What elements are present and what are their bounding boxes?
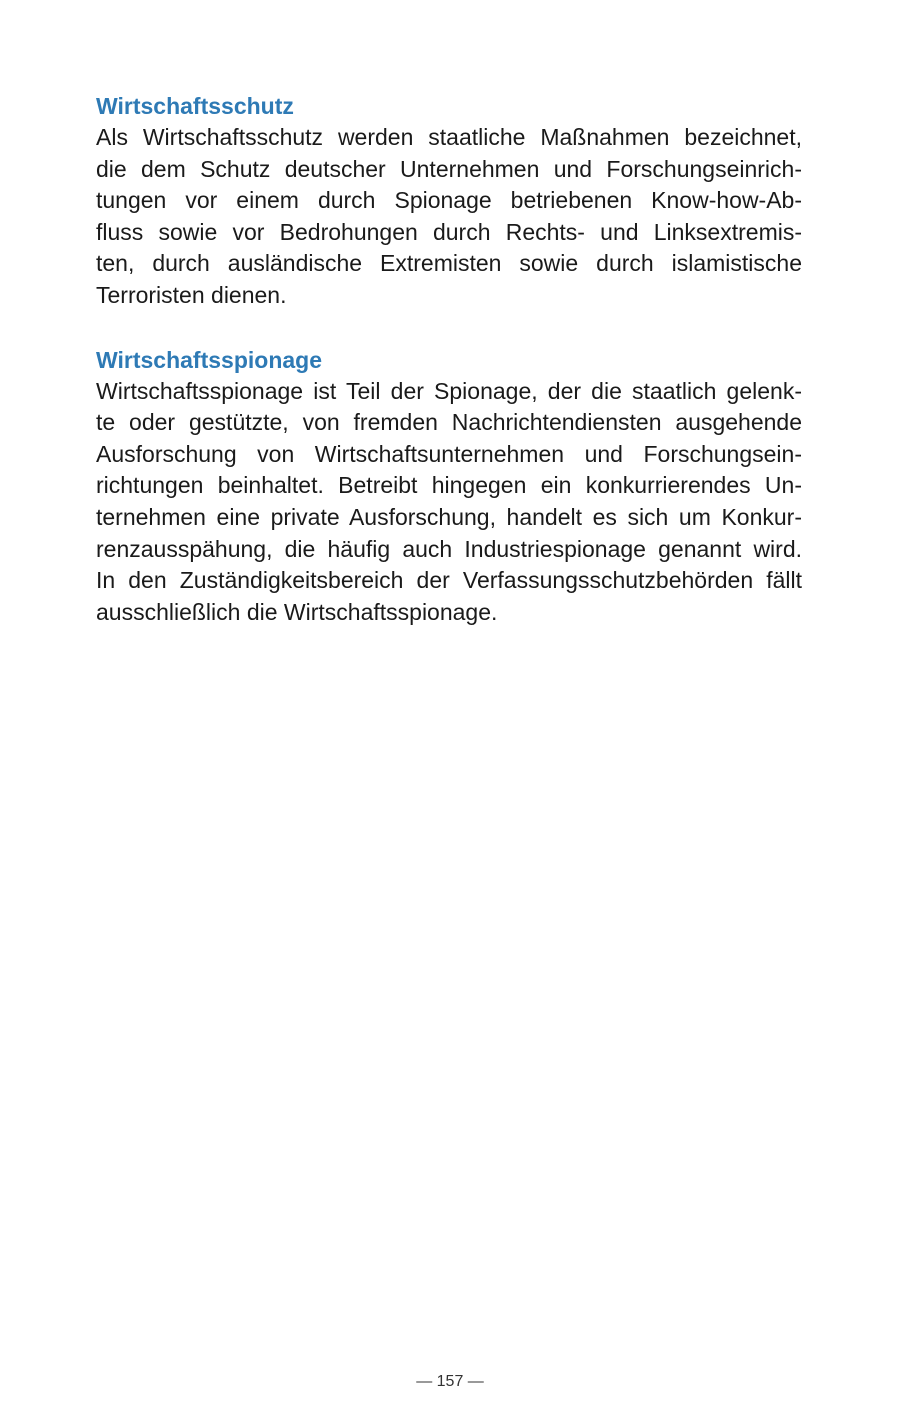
body-line: die dem Schutz deutscher Unternehmen und Forschungseinrich- [96,155,802,182]
section-wirtschaftsschutz [96,90,802,312]
section-spacer [96,312,802,344]
body-line: richtungen beinhaltet. Betreibt hingegen ein konkurrierendes Un- [96,472,802,499]
body-line: te oder gestützte, von fremden Nachrichtendiensten ausgehende [96,409,802,436]
body-line: ten, durch ausländische Extremisten sowie durch islamistische [96,250,802,277]
body-line: Als Wirtschaftsschutz werden staatliche Maßnahmen bezeichnet, [96,124,802,150]
section-body [96,376,802,629]
body-line: Wirtschaftsspionage ist Teil der Spionage, der die staatlich gelenk- [96,377,802,404]
section-wirtschaftsspionage [96,344,802,629]
section-body [96,122,802,312]
body-line: ausschließlich die Wirtschaftsspionage. [96,598,498,625]
body-line: Terroristen dienen. [96,281,287,308]
body-line: tungen vor einem durch Spionage betriebenen Know-how-Ab- [96,187,802,214]
body-line: In den Zuständigkeitsbereich der Verfassungsschutzbehörden fällt [96,567,802,594]
page-number: — 157 — [416,1373,484,1390]
body-line: renzausspähung, die häufig auch Industriespionage genannt wird. [96,535,802,562]
page-content [96,90,802,628]
section-title: Wirtschaftsschutz [96,93,294,119]
body-line: Ausforschung von Wirtschaftsunternehmen und Forschungsein- [96,440,802,467]
body-line: fluss sowie vor Bedrohungen durch Rechts- und Linksextremis- [96,218,802,245]
section-title: Wirtschaftsspionage [96,346,323,373]
body-line: ternehmen eine private Ausforschung, handelt es sich um Konkur- [96,503,802,530]
